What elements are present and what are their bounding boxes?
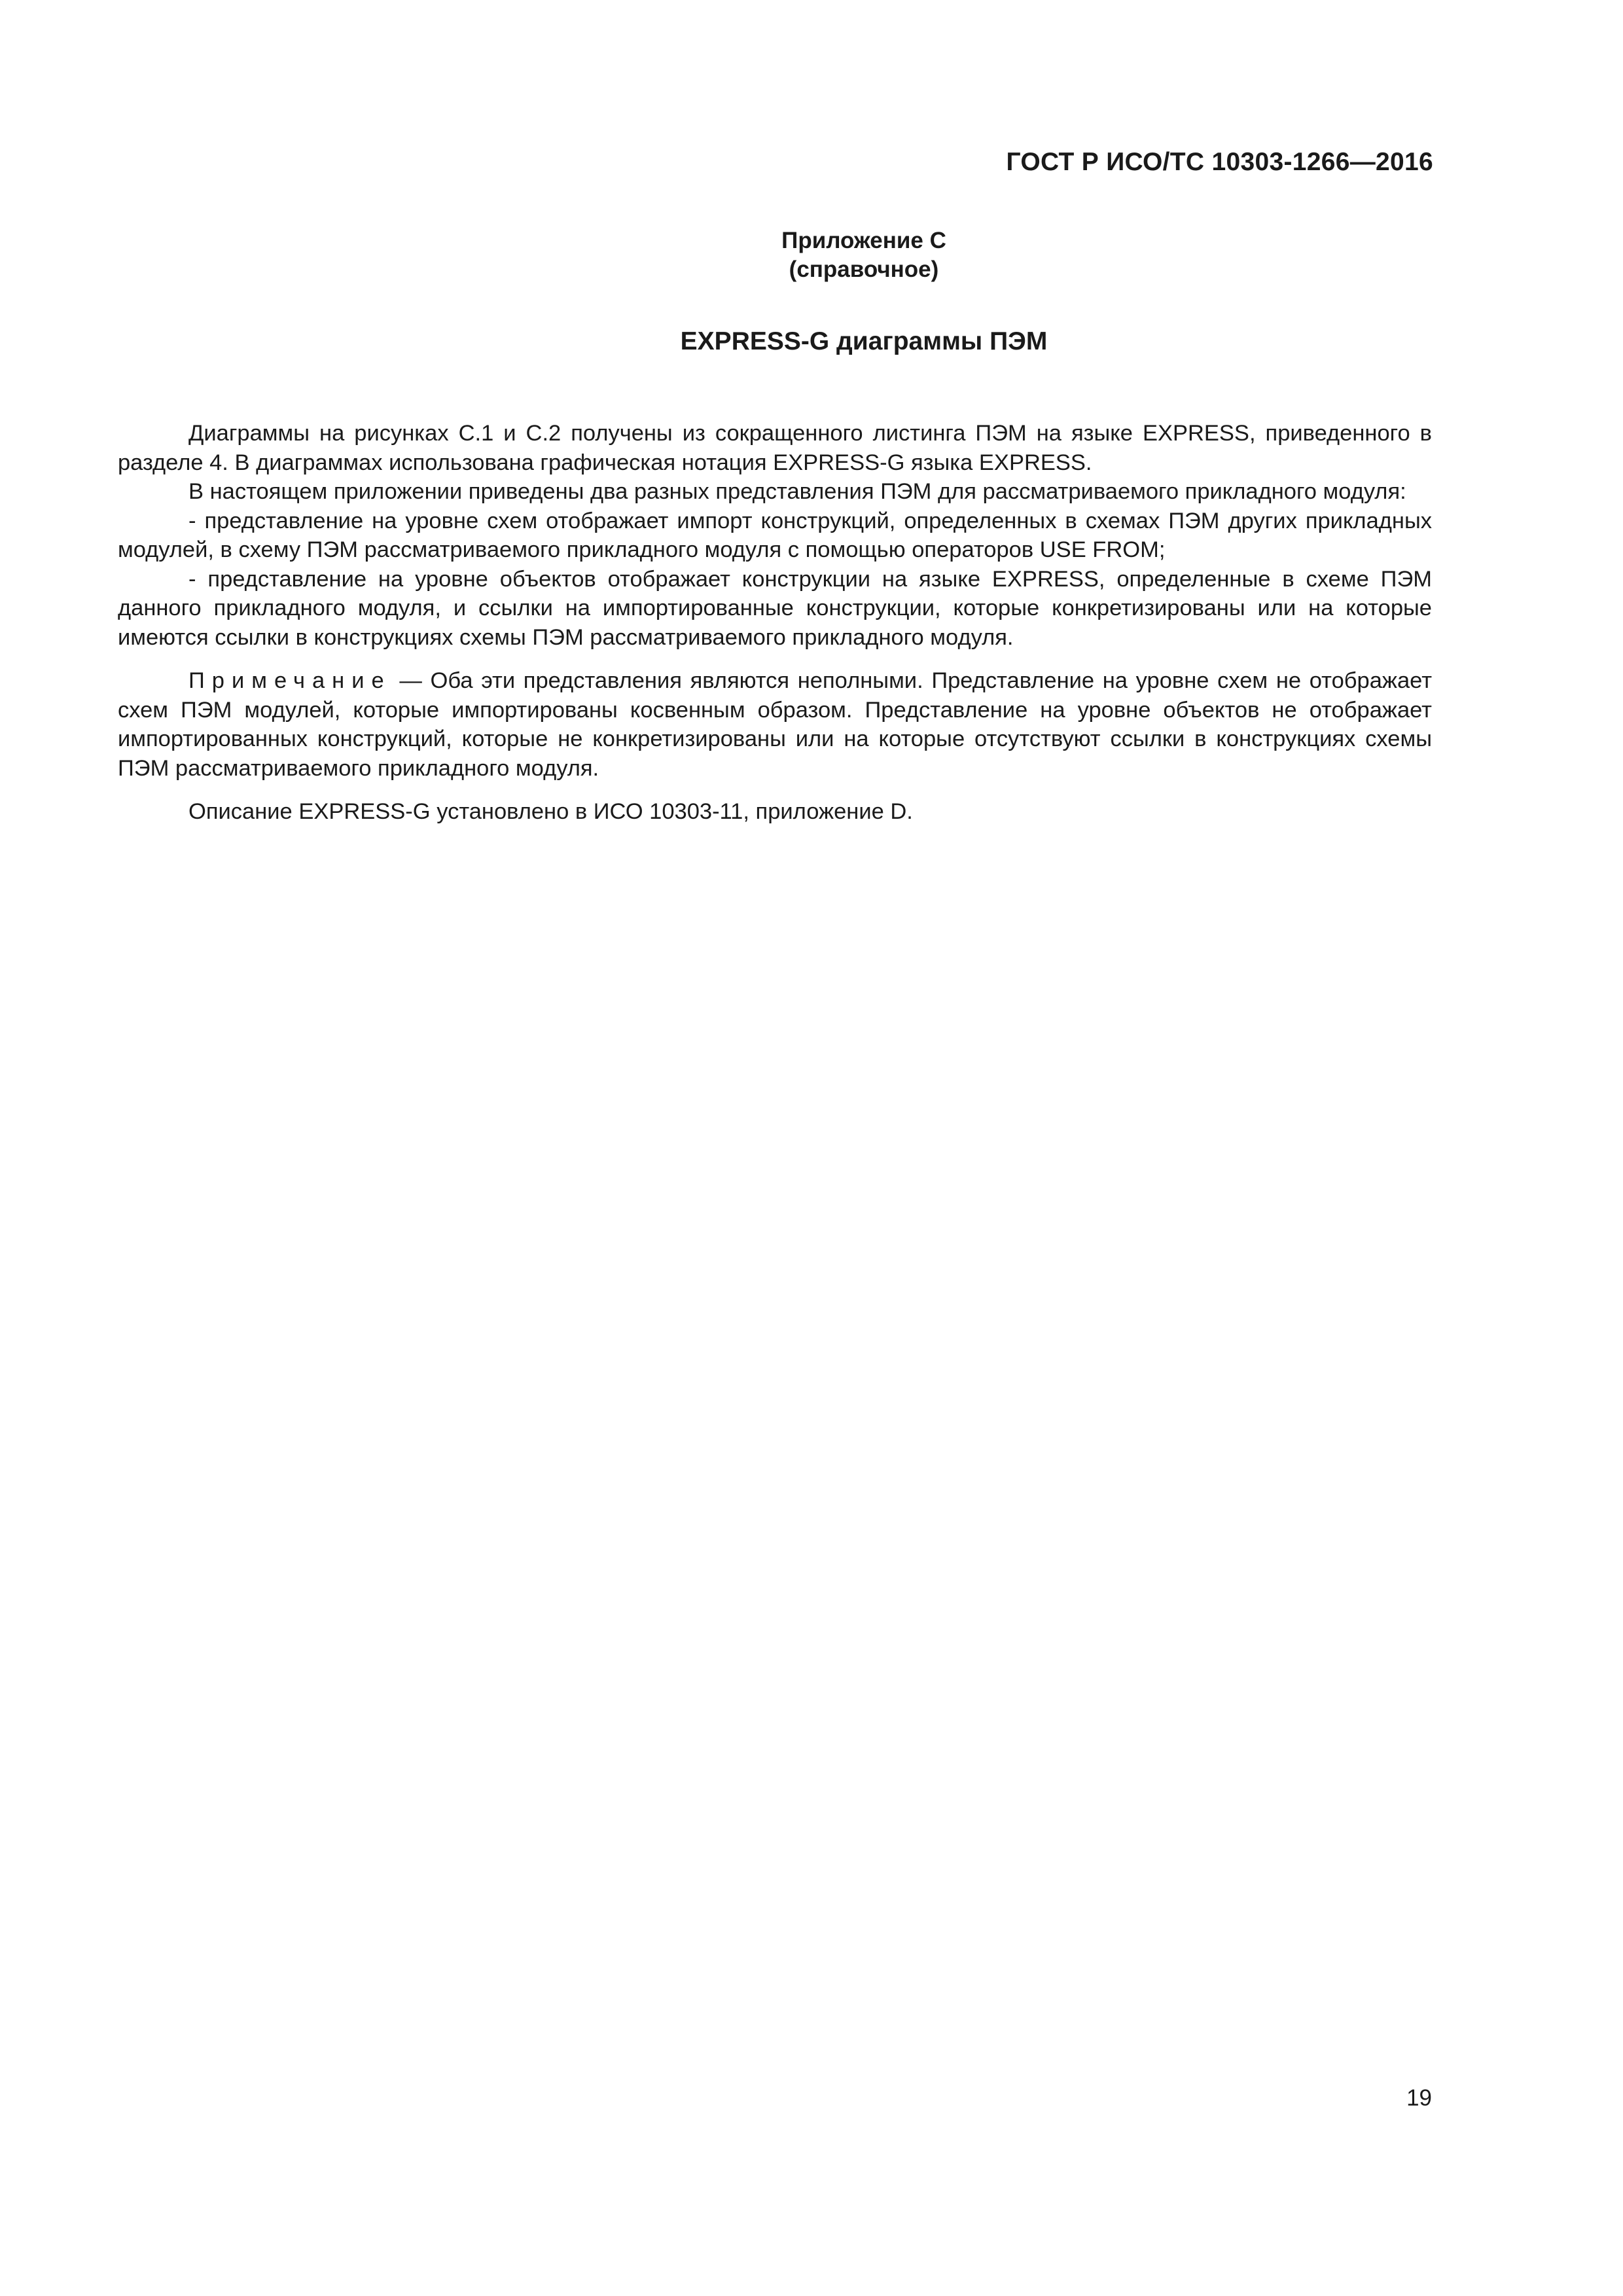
body-text <box>118 419 1432 827</box>
note-text: — Оба эти представления являются неполными. Представление на уровне схем не отображает схем ПЭМ модулей, которые импортированы косвенным образом. Представление на уровне объектов не отображает импортированных конструкций, которые не конкретизированы или на которые отсутствуют ссылки в конструкциях схемы ПЭМ рассматриваемого прикладного модуля. <box>118 668 1432 781</box>
appendix-title: Приложение С <box>781 228 946 253</box>
closing-paragraph: Описание EXPRESS-G установлено в ИСО 10303-11, приложение D. <box>188 799 913 824</box>
appendix-kind: (справочное) <box>789 257 939 282</box>
list-item: - представление на уровне схем отображает импорт конструкций, определенных в схемах ПЭМ других прикладных модулей, в схему ПЭМ рассматриваемого прикладного модуля с помощью операторов USE FROM; <box>118 508 1432 562</box>
appendix-heading <box>0 226 1623 284</box>
page-number: 19 <box>1406 2085 1432 2111</box>
section-title-wrap <box>0 327 1623 356</box>
list-item: - представление на уровне объектов отображает конструкции на языке EXPRESS, определенные в схеме ПЭМ данного прикладного модуля, и ссылки на импортированные конструкции, которые конкретизированы или на которые имеются ссылки в конструкциях схемы ПЭМ рассматриваемого прикладного модуля. <box>118 566 1432 650</box>
note-paragraph <box>118 666 1432 783</box>
paragraph: В настоящем приложении приведены два разных представления ПЭМ для рассматриваемого прикладного модуля: <box>188 479 1406 504</box>
section-title: EXPRESS-G диаграммы ПЭМ <box>680 327 1048 355</box>
note-label: Примечание <box>188 668 391 693</box>
paragraph: Диаграммы на рисунках С.1 и С.2 получены из сокращенного листинга ПЭМ на языке EXPRESS, приведенного в разделе 4. В диаграммах использована графическая нотация EXPRESS-G языка EXPRESS. <box>118 421 1432 475</box>
document-code: ГОСТ Р ИСО/ТС 10303-1266—2016 <box>1006 148 1433 176</box>
